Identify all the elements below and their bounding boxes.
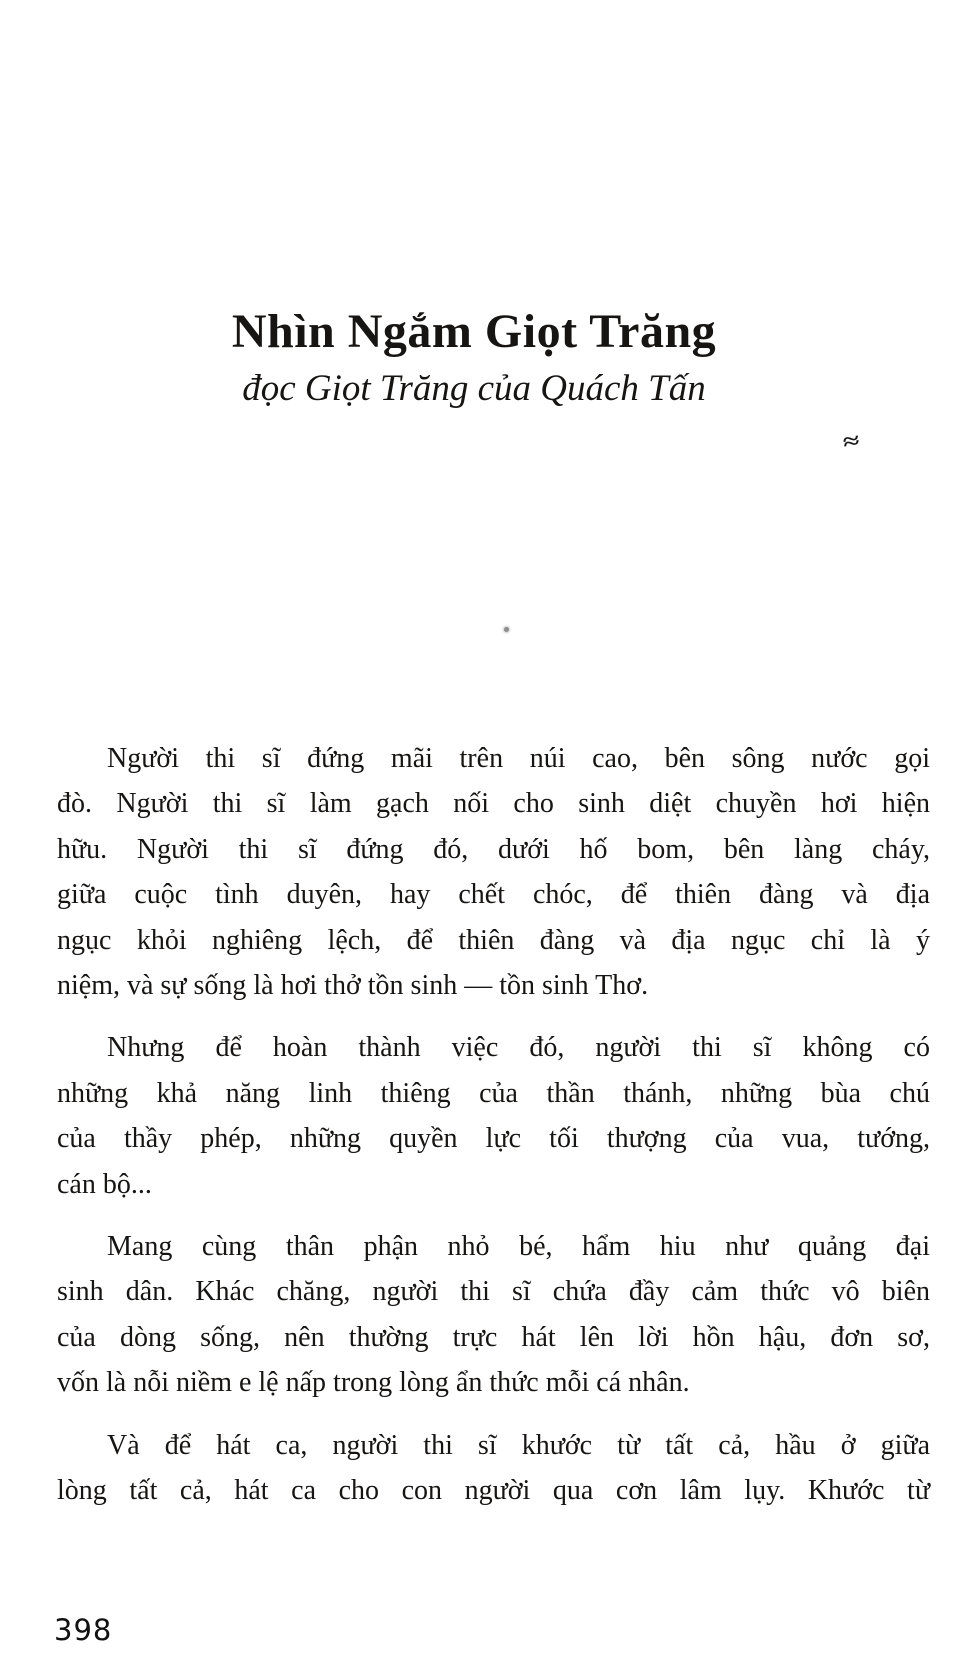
text-line: giữa cuộc tình duyên, hay chết chóc, để thiên đàng và địa: [57, 879, 930, 911]
text-line: niệm, và sự sống là hơi thở tồn sinh — tồn sinh Thơ.: [57, 970, 649, 1002]
paragraph-1: [57, 736, 930, 1008]
page-title: Nhìn Ngắm Giọt Trăng: [231, 305, 717, 358]
chapter-header: [0, 302, 948, 414]
paragraph-4: [57, 1423, 930, 1514]
scan-smudge-mark: ≈: [841, 428, 860, 455]
page-subtitle: đọc Giọt Trăng của Quách Tấn: [242, 368, 706, 409]
text-line: Người thi sĩ đứng mãi trên núi cao, bên sông nước gọi: [107, 743, 930, 774]
text-line: cán bộ...: [57, 1168, 152, 1200]
text-line: của dòng sống, nên thường trực hát lên lời hồn hậu, đơn sơ,: [57, 1321, 930, 1353]
ink-speck: [504, 627, 509, 632]
paragraph-2: [57, 1025, 930, 1207]
text-line: những khả năng linh thiêng của thần thánh, những bùa chú: [57, 1077, 930, 1109]
text-line: hữu. Người thi sĩ đứng đó, dưới hố bom, bên làng cháy,: [57, 833, 930, 865]
text-line: đò. Người thi sĩ làm gạch nối cho sinh diệt chuyền hơi hiện: [57, 788, 930, 820]
text-line: ngục khỏi nghiêng lệch, để thiên đàng và địa ngục chỉ là ý: [57, 924, 930, 956]
body-text: [57, 736, 930, 1514]
text-line: sinh dân. Khác chăng, người thi sĩ chứa đầy cảm thức vô biên: [57, 1276, 930, 1308]
page-number: 398: [54, 1613, 113, 1647]
paragraph-3: [57, 1224, 930, 1406]
text-line: Và để hát ca, người thi sĩ khước từ tất cả, hầu ở giữa: [107, 1429, 930, 1461]
text-line: vốn là nỗi niềm e lệ nấp trong lòng ẩn thức mỗi cá nhân.: [57, 1367, 690, 1399]
text-line: Nhưng để hoàn thành việc đó, người thi sĩ không có: [107, 1032, 930, 1064]
text-line: của thầy phép, những quyền lực tối thượng của vua, tướng,: [57, 1123, 930, 1155]
text-line: lòng tất cả, hát ca cho con người qua cơn lâm lụy. Khước từ: [57, 1475, 930, 1507]
text-line: Mang cùng thân phận nhỏ bé, hẩm hiu như quảng đại: [107, 1231, 930, 1263]
